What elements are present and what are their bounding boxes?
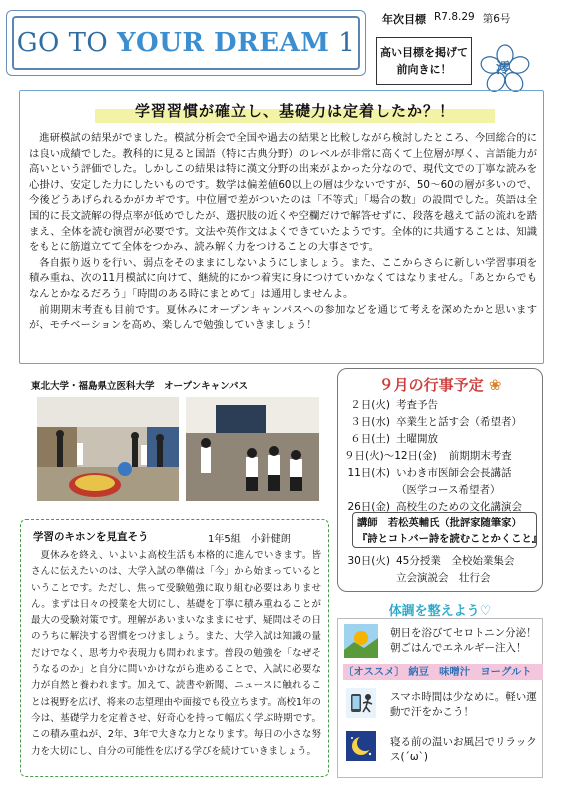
event-date: ２日(火) bbox=[350, 399, 390, 411]
event-date bbox=[342, 570, 396, 587]
moon-icon bbox=[346, 731, 376, 761]
event-text: 考査予告 bbox=[396, 399, 438, 411]
recommend-label: 〔オススメ〕 bbox=[343, 666, 405, 678]
events-list bbox=[342, 397, 542, 587]
event-row bbox=[342, 448, 542, 465]
headline-wrap bbox=[95, 100, 495, 124]
article-paragraph: 進研模試の結果がでました。模試分析会で全国や過去の結果と比較しながら検討したところ、今回総合的には良い成績でした。教科的に見ると国語（特に古典分野）のレベルが非常に高くて上位層が厚く、言語能力が高いという評価でした。しかしこの結果は特に漢文分野の出来がよかった分なので、現代文での丁寧な読みを心掛け、安定した力にしたいものです。数学は偏差値60以上の層は少ないですが、50～60の層が多いので、今後どうあげられるかがカギです。中位層で差がついたのは「不等式」「場合の数」の設問でした。英語は全国的に長文読解の得点率が低めでしたが、選択肢の近くや空欄だけで解答せずに、段落を越えて話の流れを踏まえ、全体を読む演習が必要です。文法や英作文はよくできていたようです。全体的に共通することは、知識をもとに筋道立てて全体をつかみ、読み解く力をつけることの大事さです。 bbox=[29, 132, 537, 254]
event-date: ９日(火)～12日(金) bbox=[344, 450, 437, 462]
goal-line-2: 前向きに！ bbox=[396, 63, 452, 76]
health-tip-exercise: スマホ時間は少なめに。軽い運動で汗をかこう！ bbox=[390, 691, 537, 718]
annual-goal-box bbox=[376, 37, 472, 85]
event-row bbox=[342, 431, 542, 448]
lecture-speaker: 講師 若松英輔氏（批評家随筆家） bbox=[357, 517, 522, 529]
article-headline: 学習習慣が確立し、基礎力は定着したか？！ bbox=[134, 102, 455, 120]
event-date: 11日(木) bbox=[347, 467, 390, 479]
photo-caption: 東北大学・福島県立医科大学 オープンキャンパス bbox=[31, 381, 248, 392]
event-text: いわき市医師会会長講話 bbox=[396, 467, 512, 479]
event-date bbox=[342, 482, 396, 499]
lecture-title: 『詩とコトバー詩を読むことかくこと』 bbox=[357, 533, 543, 545]
title-inner-frame bbox=[12, 16, 360, 70]
annual-goal-label: 年次目標 bbox=[382, 13, 426, 26]
phone-running-icon bbox=[346, 688, 376, 718]
title-part-your-dream: YOUR DREAM bbox=[117, 28, 330, 58]
event-row bbox=[342, 397, 542, 414]
learning-author: 1年5組 小針健朗 bbox=[208, 534, 291, 545]
events-title bbox=[337, 374, 543, 395]
article-paragraph: 前期期末考査も目前です。夏休みにオープンキャンパスへの参加などを通じて考えを深めたかと思いますが、モチベーションを高め、楽しんで勉強していきましょう！ bbox=[29, 303, 537, 332]
event-row bbox=[342, 570, 542, 587]
health-title: 体調を整えよう♡ bbox=[388, 604, 492, 619]
health-tip-bath: 寝る前の温いお風呂でリラックス(´ω`) bbox=[390, 736, 537, 763]
title-part-go-to: GO TO bbox=[16, 28, 117, 58]
article-paragraph: 各自振り返りを行い、弱点をそのままにしないようにしましょう。また、ここからさらに新しい学習事項を積み重ね、次の11月模試に向けて、継続的にかつ着実に身につけていかなくてはなりません。「あとからでもなんとかなるだろう」「時間のある時にまとめて」は通用しませんよ。 bbox=[29, 256, 537, 300]
goal-line-1: 高い目標を掲げて bbox=[380, 46, 468, 59]
issue-date: R7.8.29 bbox=[434, 11, 475, 23]
event-row bbox=[342, 465, 542, 482]
event-text: 45分授業 全校始業集会 bbox=[396, 555, 515, 567]
recommend-foods: 納豆 味噌汁 ヨーグルト bbox=[408, 666, 532, 678]
event-row bbox=[342, 482, 542, 499]
sunrise-icon bbox=[344, 624, 378, 658]
learning-body bbox=[31, 548, 321, 760]
open-campus-photo-1 bbox=[37, 397, 179, 501]
learning-title: 学習のキホンを見直そう bbox=[33, 531, 149, 543]
recommend-bar bbox=[343, 664, 543, 680]
title-banner bbox=[6, 10, 366, 76]
event-date: 26日(金) bbox=[347, 501, 390, 513]
issue-meta bbox=[382, 11, 562, 27]
issue-number: 第6号 bbox=[482, 13, 511, 25]
event-date: ６日(土) bbox=[350, 433, 390, 445]
logo-character: 澪 bbox=[496, 61, 510, 77]
event-text: 前期期末考査 bbox=[448, 450, 512, 462]
newsletter-title bbox=[17, 28, 356, 58]
event-text: 卒業生と話す会（希望者） bbox=[396, 416, 522, 428]
event-text: （医学コース希望者） bbox=[396, 484, 501, 496]
learning-paragraph: 夏休みを終え、いよいよ高校生活も本格的に進んでいきます。皆さんに伝えたいのは、大学入試の準備は「今」から始まっているということです。ただし、焦って受験勉強に取り組む必要はありません。まずは日々の授業を大切にし、基礎を丁寧に積み重ねることが最大の受験対策です。理解があいまいなままにせず、疑問はその日のうちに解決する習慣をつけましょう。また、大学入試は知識の量だけでなく、思考力や表現力も問われます。普段の勉強を「なぜそうなるのか」と自分に問いかけながら進めることで、入試に必要な力が自然と養われます。加えて、読書や新聞、ニュースに触れることは視野を広げ、将来の志望理由や面接でも役立ちます。高校1年の今は、基礎学力を定着させ、好奇心を持って幅広く学ぶ時期です。この積み重ねが、2年、3年で大きな力となります。毎日の小さな努力を大切にし、自分の可能性を広げる学びを続けていきましょう。 bbox=[31, 550, 321, 757]
open-campus-photo-2 bbox=[186, 397, 319, 501]
events-title-text: ９月の行事予定 bbox=[378, 376, 484, 394]
lecture-box bbox=[352, 512, 543, 548]
health-tip-morning: 朝日を浴びてセロトニン分泌！朝ごはんでエネルギー注入！ bbox=[390, 627, 537, 654]
event-date: ３日(水) bbox=[350, 416, 390, 428]
event-text: 高校生のための文化講演会 bbox=[396, 501, 522, 513]
article-body bbox=[29, 131, 537, 334]
event-text: 立会演説会 壮行会 bbox=[396, 572, 491, 584]
event-row bbox=[342, 553, 542, 570]
flower-icon: ❀ bbox=[488, 376, 502, 394]
title-part-number: 1 bbox=[329, 28, 356, 58]
event-row bbox=[342, 414, 542, 431]
event-text: 土曜開放 bbox=[396, 433, 438, 445]
event-date: 30日(火) bbox=[347, 555, 390, 567]
